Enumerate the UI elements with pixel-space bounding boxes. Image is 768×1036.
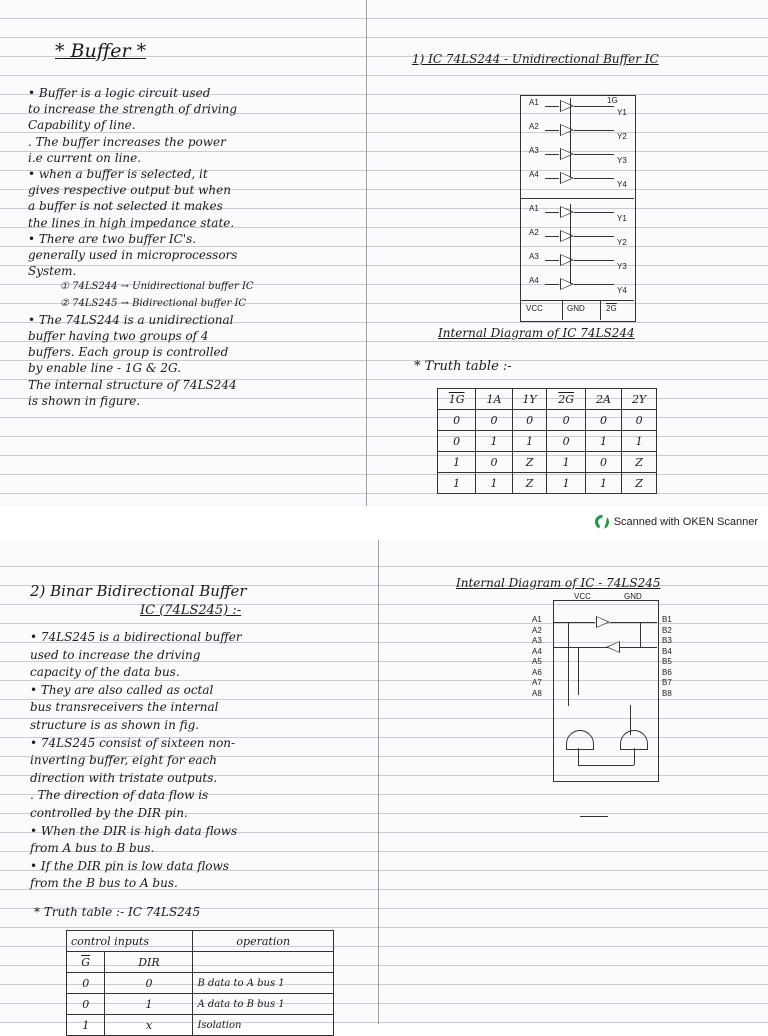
buffer-triangle <box>596 616 610 628</box>
note-line: • 74LS245 is a bidirectional buffer <box>30 630 242 644</box>
pin-vcc: VCC <box>574 592 591 601</box>
note-line: from A bus to B bus. <box>30 841 155 856</box>
buffer-triangle <box>560 254 574 266</box>
truth-sub-g: $\overline{G}$ <box>67 952 105 973</box>
enable-line <box>570 204 571 284</box>
truth-cell: Z <box>512 452 547 473</box>
buffer-triangle <box>560 206 574 218</box>
scanner-strip <box>0 506 768 540</box>
truth-cell: 0 <box>585 452 621 473</box>
pin-b8: B8 <box>662 688 672 698</box>
wire <box>545 154 559 155</box>
wire <box>574 106 614 107</box>
pin-a4: A4 <box>529 276 539 285</box>
page2-diagram-caption: Internal Diagram of IC - 74LS245 <box>456 576 661 590</box>
note-line: • The 74LS244 is a unidirectional <box>28 312 234 327</box>
note-line: • 74LS245 consist of sixteen non- <box>30 735 236 750</box>
page1-truth-table <box>437 388 657 494</box>
note-line: to increase the strength of driving <box>28 102 238 117</box>
truth-cell: 0 <box>547 431 585 452</box>
wire <box>578 765 634 766</box>
diagram-divider <box>520 198 634 199</box>
pin-y3: Y3 <box>617 156 627 165</box>
truth-cell: Z <box>512 473 547 494</box>
truth-cell: 1 <box>67 1015 105 1036</box>
truth-cell: B data to A bus 1 <box>193 973 334 994</box>
truth-cell: 1 <box>585 431 621 452</box>
pin-y4: Y4 <box>617 180 627 189</box>
truth-cell: Isolation <box>193 1015 334 1036</box>
note-line: controlled by the DIR pin. <box>30 806 188 820</box>
note-line: structure is as shown in fig. <box>30 718 200 732</box>
note-line: a buffer is not selected it makes <box>28 199 223 214</box>
pin-y2: Y2 <box>617 132 627 141</box>
truth-header: 2A <box>585 389 621 410</box>
wire <box>574 154 614 155</box>
wire <box>545 260 559 261</box>
truth-cell: 1 <box>105 994 193 1015</box>
wire <box>640 622 641 647</box>
truth-header: 2Y <box>622 389 657 410</box>
truth-cell: 1 <box>476 473 512 494</box>
page1-right-heading: 1) IC 74LS244 - Unidirectional Buffer IC <box>412 52 659 66</box>
wire <box>568 622 569 706</box>
pin-y1: Y1 <box>617 108 627 117</box>
truth-cell: Z <box>622 473 657 494</box>
note-line: the lines in high impedance state. <box>28 215 235 230</box>
truth-cell: 0 <box>622 410 657 431</box>
note-line: . The buffer increases the power <box>28 134 226 149</box>
truth-cell: 0 <box>547 410 585 431</box>
pin-a1: A1 <box>532 615 542 624</box>
pin-b4: B4 <box>662 646 672 656</box>
pin-a5: A5 <box>532 657 542 666</box>
buffer-triangle <box>560 148 574 160</box>
truth-sub-dir: DIR <box>105 952 193 973</box>
buffer-triangle-reverse <box>606 641 620 653</box>
pin-a4: A4 <box>529 170 539 179</box>
note-line: • There are two buffer IC's. <box>28 231 197 246</box>
diagram-divider <box>562 300 563 320</box>
truth-cell: 0 <box>476 452 512 473</box>
page1-diagram-caption: Internal Diagram of IC 74LS244 <box>438 326 635 340</box>
truth-cell: 0 <box>67 994 105 1015</box>
buffer-triangle <box>560 230 574 242</box>
truth-cell: Z <box>622 452 657 473</box>
wire <box>545 236 559 237</box>
truth-cell: 0 <box>438 431 476 452</box>
pin-vcc: VCC <box>526 304 543 313</box>
truth-cell: 0 <box>585 410 621 431</box>
truth-col-operation: operation <box>193 931 334 952</box>
diagram-divider <box>600 300 601 320</box>
truth-row <box>67 973 334 994</box>
note-line: System. <box>28 264 77 279</box>
note-line: gives respective output but when <box>28 183 231 198</box>
wire <box>574 178 614 179</box>
oken-logo-icon <box>595 515 609 529</box>
note-line: • If the DIR pin is low data flows <box>30 858 229 873</box>
wire <box>578 748 579 765</box>
truth-cell: 1 <box>547 473 585 494</box>
truth-cell: 1 <box>547 452 585 473</box>
scanner-label: Scanned with OKEN Scanner <box>613 516 758 528</box>
pin-y1: Y1 <box>617 214 627 223</box>
note-line: generally used in microprocessors <box>28 248 238 262</box>
note-line: by enable line - 1G & 2G. <box>28 361 182 376</box>
wire <box>574 260 614 261</box>
pin-b2: B2 <box>662 625 672 635</box>
pin-a1: A1 <box>529 204 539 213</box>
scanner-watermark <box>595 515 758 529</box>
pin-b5: B5 <box>662 657 672 666</box>
wire <box>610 622 657 623</box>
truth-cell: 1 <box>512 431 547 452</box>
and-gate-right <box>620 730 648 750</box>
truth-cell: 1 <box>585 473 621 494</box>
diagram-divider <box>520 300 634 301</box>
pin-a3: A3 <box>529 252 539 261</box>
wire <box>545 178 559 179</box>
wire <box>545 212 559 213</box>
note-line: inverting buffer, eight for each <box>30 753 218 768</box>
truth-cell: 1 <box>622 431 657 452</box>
note-line: ② 74LS245 → Bidirectional buffer IC <box>60 297 247 309</box>
truth-row <box>438 410 657 431</box>
note-line: • when a buffer is selected, it <box>28 167 208 181</box>
note-line: • They are also called as octal <box>30 682 214 697</box>
wire <box>574 236 614 237</box>
note-line: from the B bus to A bus. <box>30 876 178 891</box>
note-line: used to increase the driving <box>30 647 201 662</box>
truth-header: 1A <box>476 389 512 410</box>
truth-cell: 0 <box>438 410 476 431</box>
pin-a8: A8 <box>532 688 542 698</box>
pin-a2: A2 <box>529 228 539 237</box>
enable-line <box>570 98 571 178</box>
wire <box>574 212 614 213</box>
note-line: buffer having two groups of 4 <box>28 329 209 343</box>
truth-cell: 1 <box>438 452 476 473</box>
wire <box>545 284 559 285</box>
page-fold-line <box>366 0 367 506</box>
wire <box>634 748 635 765</box>
truth-header: 2G <box>547 389 585 410</box>
truth-row <box>438 431 657 452</box>
pin-a2: A2 <box>529 122 539 131</box>
wire <box>578 647 579 695</box>
pin-a2: A2 <box>532 625 542 635</box>
truth-cell: 0 <box>512 410 547 431</box>
pin-gnd: GND <box>624 592 642 601</box>
truth-cell: 0 <box>105 973 193 994</box>
truth-header: 1Y <box>512 389 547 410</box>
buffer-triangle <box>560 278 574 290</box>
page1-title: * Buffer * <box>55 40 147 62</box>
page2-truth-table <box>66 930 334 1036</box>
note-line: bus transreceivers the internal <box>30 700 219 715</box>
pin-b6: B6 <box>662 667 672 677</box>
and-gate-left <box>566 730 594 750</box>
pin-gnd: GND <box>567 304 585 313</box>
pin-2g: 2G <box>606 304 617 313</box>
pin-a1: A1 <box>529 98 539 107</box>
pin-y3: Y3 <box>617 262 627 271</box>
note-line: buffers. Each group is controlled <box>28 345 229 360</box>
pin-b7: B7 <box>662 678 672 687</box>
truth-header: 1G <box>438 389 476 410</box>
truth-col-control: control inputs <box>67 931 193 952</box>
wire <box>545 130 559 131</box>
truth-cell: 1 <box>438 473 476 494</box>
truth-row <box>67 994 334 1015</box>
note-line: . The direction of data flow is <box>30 788 209 803</box>
note-line: ① 74LS244 → Unidirectional buffer IC <box>60 281 254 293</box>
wire <box>545 106 559 107</box>
truth-cell <box>193 952 334 973</box>
pin-y4: Y4 <box>617 286 627 295</box>
wire <box>574 284 614 285</box>
pin-1g: 1G <box>607 96 618 105</box>
notebook-page-1 <box>0 0 768 506</box>
page1-truth-title: * Truth table :- <box>414 359 512 374</box>
scribble-mark <box>580 816 608 817</box>
pin-a3: A3 <box>532 636 542 645</box>
wire <box>553 622 595 623</box>
notebook-page-2 <box>0 540 768 1032</box>
note-line: capacity of the data bus. <box>30 665 180 680</box>
truth-row <box>438 473 657 494</box>
truth-cell: 1 <box>476 431 512 452</box>
note-line: direction with tristate outputs. <box>30 770 218 785</box>
truth-row <box>438 452 657 473</box>
page2-heading-line2: IC (74LS245) :- <box>140 603 242 618</box>
buffer-triangle <box>560 124 574 136</box>
truth-cell: x <box>105 1015 193 1036</box>
pin-a3: A3 <box>529 146 539 155</box>
pin-b1: B1 <box>662 615 672 624</box>
note-line: is shown in figure. <box>28 393 141 408</box>
note-line: • When the DIR is high data flows <box>30 823 238 838</box>
note-line: • Buffer is a logic circuit used <box>28 86 211 100</box>
pin-b3: B3 <box>662 636 672 645</box>
buffer-triangle <box>560 172 574 184</box>
page2-heading-line1: 2) Binar Bidirectional Buffer <box>30 582 247 600</box>
pin-a6: A6 <box>532 667 542 677</box>
pin-a7: A7 <box>532 678 542 687</box>
note-line: Capability of line. <box>28 118 136 133</box>
pin-a4: A4 <box>532 646 542 656</box>
pin-y2: Y2 <box>617 238 627 247</box>
wire <box>574 130 614 131</box>
truth-cell: A data to B bus 1 <box>193 994 334 1015</box>
note-line: The internal structure of 74LS244 <box>28 377 237 392</box>
truth-cell: 0 <box>67 973 105 994</box>
truth-cell: 0 <box>476 410 512 431</box>
note-line: i.e current on line. <box>28 150 142 165</box>
page2-truth-title: * Truth table :- IC 74LS245 <box>34 905 201 919</box>
buffer-triangle <box>560 100 574 112</box>
truth-row <box>67 1015 334 1036</box>
page-fold-line <box>378 540 379 1024</box>
